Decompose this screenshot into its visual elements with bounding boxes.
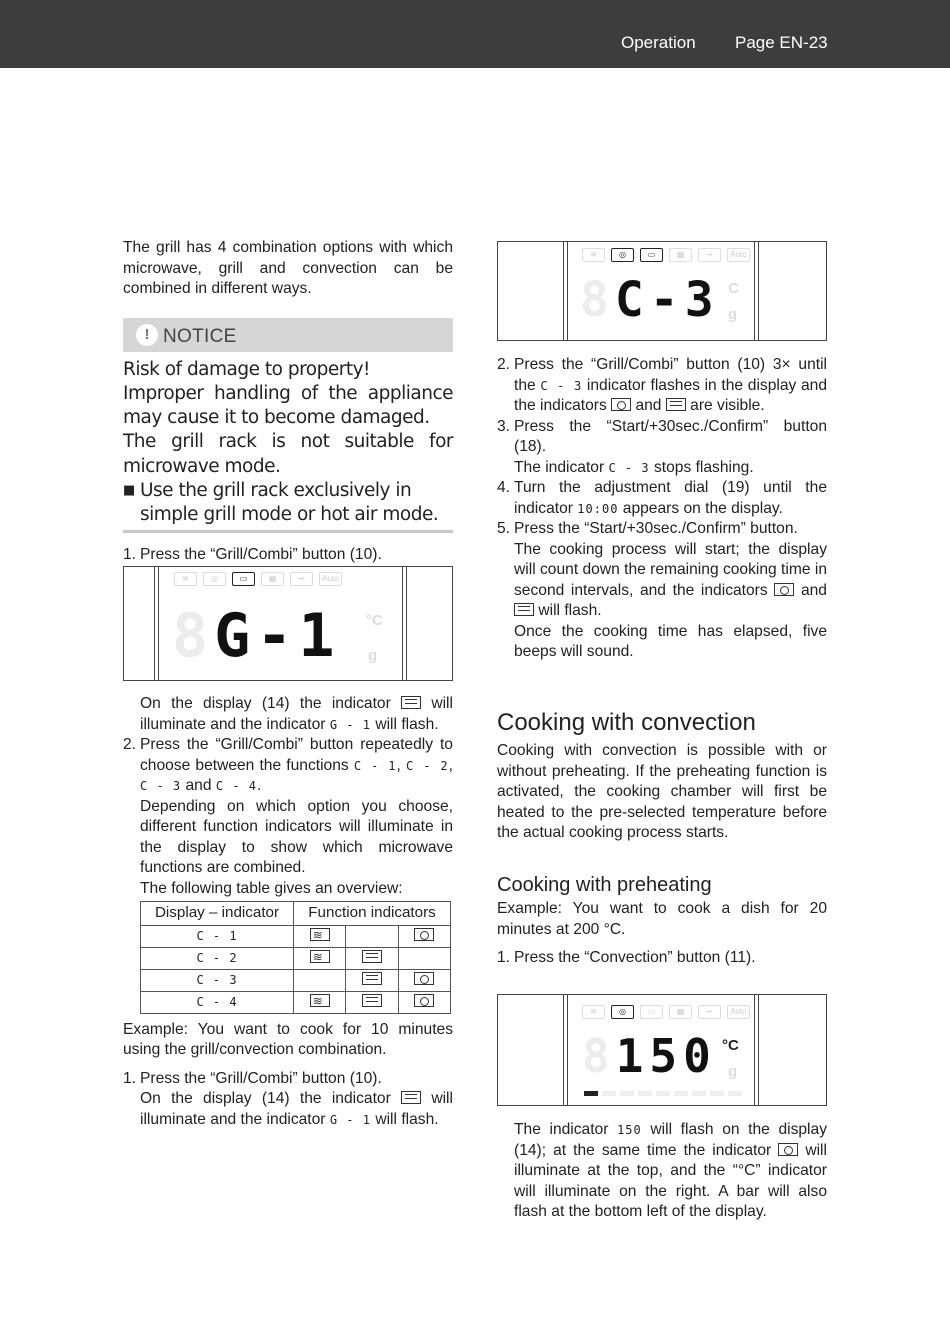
example-paragraph: Example: You want to cook for 10 minutes using the grill/convection combination. <box>123 1020 453 1058</box>
display-illustration-c3 <box>497 241 827 341</box>
convection-fan-icon <box>414 994 434 1007</box>
grill-icon <box>401 696 421 709</box>
display-digits: 8G-1 <box>172 601 341 671</box>
function-overview-table <box>140 901 451 1014</box>
unit-gram: g <box>368 647 378 664</box>
steps-list <box>497 948 827 969</box>
unit-celsius: °C <box>366 612 383 629</box>
defrost-icon: ▦ <box>669 248 692 262</box>
step1-result: On the display (14) the indicator will illuminate and the indicator G - 1 will flash. <box>140 695 453 733</box>
table-row: C - 1 ≋ <box>141 925 451 947</box>
convection-fan-icon <box>414 928 434 941</box>
unit-celsius: C <box>728 280 739 297</box>
steps-list <box>123 735 453 899</box>
child-lock-icon: ⊸ <box>698 248 721 262</box>
child-lock-icon: ⊸ <box>290 572 313 586</box>
page-number: Page EN-23 <box>735 33 828 52</box>
list-item: 5. Press the “Start/+30sec./Confirm” button. The cooking process will start; the display will count down the remaining cooking time in second intervals, and the indicators and will flash. Once the cooking time has elapsed, five beeps will sound. <box>497 520 827 660</box>
table-header: Display – indicator <box>141 902 294 926</box>
list-item: 4. Turn the adjustment dial (19) until the indicator 10:00 appears on the display. <box>497 479 827 517</box>
table-row: C - 4 ≋ <box>141 991 451 1013</box>
grill-icon: ▭ <box>640 1005 663 1019</box>
microwave-icon <box>310 928 330 941</box>
grill-icon <box>401 1091 421 1104</box>
microwave-icon: ≋ <box>582 1005 605 1019</box>
microwave-icon: ≋ <box>582 248 605 262</box>
list-item: 1. Press the “Convection” button (11). <box>497 949 756 966</box>
child-lock-icon: ⊸ <box>698 1005 721 1019</box>
grill-icon <box>514 603 534 616</box>
steps-list <box>123 1069 453 1131</box>
intro-paragraph: The grill has 4 combination options with which microwave, grill and convection can be combined in different ways. <box>123 239 453 297</box>
list-item: 2. Press the “Grill/Combi” button (10) 3× until the C - 3 indicator flashes in the display and the indicators and are visible. <box>497 356 828 414</box>
sub-heading: Cooking with preheating <box>497 873 712 896</box>
section-title: Operation <box>621 33 696 52</box>
left-column-lower <box>123 694 453 1130</box>
display-digits: 8C-3 <box>580 272 720 328</box>
notice-title: NOTICE <box>163 325 237 347</box>
convection-fan-icon <box>774 583 794 596</box>
list-item: 2. Press the “Grill/Combi” button repeatedly to choose between the functions C - 1, C - 2, C - 3 and C - 4. Depending on which option you choose, different function indicators will illuminate in the display to show which microwave functions are combined. The following table gives an overview: <box>123 736 454 897</box>
grill-icon: ▭ <box>232 572 255 586</box>
notice-body <box>123 352 453 533</box>
table-row: C - 2 ≋ <box>141 947 451 969</box>
unit-celsius: °C <box>722 1037 739 1054</box>
defrost-icon: ▦ <box>669 1005 692 1019</box>
list-item: 1. Press the “Grill/Combi” button (10). <box>123 545 382 563</box>
display-illustration-150 <box>497 994 827 1106</box>
defrost-icon: ▦ <box>261 572 284 586</box>
section-heading: Cooking with convection <box>497 708 756 736</box>
function-icons-row <box>582 1005 750 1019</box>
convection-fan-icon <box>414 972 434 985</box>
function-icons-row <box>582 248 750 262</box>
list-item: 3. Press the “Start/+30sec./Confirm” button (18). The indicator C - 3 stops flashing. <box>497 417 827 476</box>
convection-fan-icon: ◎ <box>203 572 226 586</box>
square-bullet-icon: ■ <box>123 482 135 498</box>
microwave-icon <box>310 994 330 1007</box>
notice-line: Risk of damage to property! <box>123 358 370 380</box>
grill-icon <box>362 994 382 1007</box>
right-column <box>497 355 827 969</box>
grill-icon <box>362 972 382 985</box>
microwave-icon: ≋ <box>174 572 197 586</box>
convection-paragraph: Cooking with convection is possible with or without preheating. If the preheating function is activated, the cooking chamber will first be heated to the pre-selected temperature before the actual cooking process starts. <box>497 742 827 841</box>
function-icons-row <box>174 572 342 586</box>
convection-fan-icon: ◎ <box>611 248 634 262</box>
right-column-lower <box>497 1120 827 1223</box>
grill-icon: ▭ <box>640 248 663 262</box>
unit-gram: g <box>728 1063 738 1080</box>
display-digits: 8150 <box>582 1029 717 1083</box>
grill-icon <box>362 950 382 963</box>
convection-fan-icon <box>611 398 631 411</box>
preheat-example: Example: You want to cook a dish for 20 minutes at 200 °C. <box>497 900 827 938</box>
steps-list <box>123 545 453 566</box>
final-paragraph: The indicator 150 will flash on the display (14); at the same time the indicator will illuminate at the top, and the “°C” indicator will illuminate on the right. A bar will also flash at the bottom left of the display. <box>514 1121 827 1220</box>
table-header: Function indicators <box>294 902 451 926</box>
table-row: C - 3 <box>141 969 451 991</box>
notice-header <box>123 318 453 352</box>
list-item: 1. Press the “Grill/Combi” button (10). On the display (14) the indicator will illuminate and the indicator G - 1 will flash. <box>123 1069 453 1128</box>
convection-fan-icon <box>778 1143 798 1156</box>
exclamation-icon: ! <box>136 324 158 346</box>
grill-icon <box>666 398 686 411</box>
auto-icon: Auto <box>319 572 342 586</box>
steps-list <box>497 355 827 663</box>
unit-gram: g <box>728 306 738 323</box>
notice-bullet: ■ Use the grill rack exclusively in simple grill mode or hot air mode. <box>123 479 453 528</box>
page-header <box>0 0 950 68</box>
left-column <box>123 238 453 565</box>
convection-fan-icon: ◎ <box>611 1005 634 1019</box>
notice-line: The grill rack is not suitable for microwave mode. <box>123 431 453 477</box>
notice-line: Improper handling of the appliance may cause it to become damaged. <box>123 382 453 429</box>
microwave-icon <box>310 950 330 963</box>
auto-icon: Auto <box>727 1005 750 1019</box>
display-illustration-g1 <box>123 566 453 681</box>
progress-bar-row <box>584 1091 742 1096</box>
auto-icon: Auto <box>727 248 750 262</box>
